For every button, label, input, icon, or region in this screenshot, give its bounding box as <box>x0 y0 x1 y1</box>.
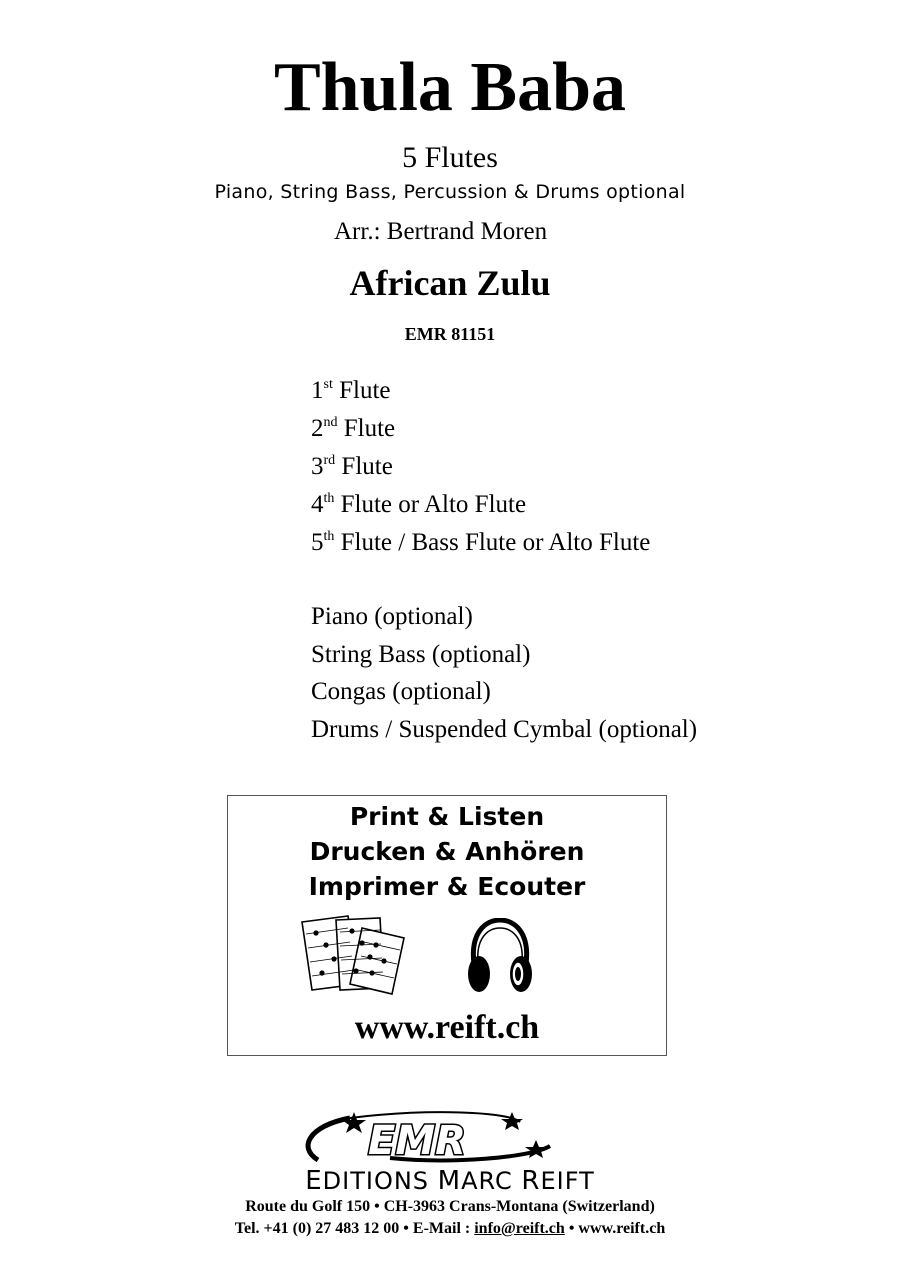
promo-line: Imprimer & Ecouter <box>308 872 586 901</box>
optional-part-item: Piano (optional) <box>311 603 473 630</box>
part-item: 2nd Flute <box>311 415 396 442</box>
publisher-name: EDITIONS MARC REIFT <box>305 1166 595 1196</box>
sheet-music-icon <box>300 914 412 996</box>
publisher-contact <box>0 1218 900 1240</box>
optional-part-item: Congas (optional) <box>311 678 491 705</box>
contact-web: • www.reift.ch <box>564 1220 666 1237</box>
print-listen-box <box>227 795 667 1056</box>
optional-part-item: Drums / Suspended Cymbal (optional) <box>311 715 698 743</box>
optional-part-item: String Bass (optional) <box>311 640 531 668</box>
instrumentation: 5 Flutes <box>402 141 498 174</box>
promo-line: Print & Listen <box>349 802 545 831</box>
logo-text: EMR <box>368 1118 466 1164</box>
subtitle-origin: African Zulu <box>349 263 551 303</box>
part-item: 5th Flute / Bass Flute or Alto Flute <box>311 529 651 556</box>
part-item: 1st Flute <box>311 377 391 404</box>
emr-logo <box>250 1108 650 1166</box>
email-link[interactable]: info@reift.ch <box>474 1220 565 1237</box>
promo-line: Drucken & Anhören <box>309 837 585 866</box>
catalog-number: EMR 81151 <box>404 324 496 344</box>
arranger: Arr.: Bertrand Moren <box>334 218 548 245</box>
part-item: 3rd Flute <box>311 453 393 480</box>
publisher-address: Route du Golf 150 • CH-3963 Crans-Montana (Switzerland) <box>245 1198 655 1215</box>
promo-url: www.reift.ch <box>354 1009 540 1046</box>
page-title: Thula Baba <box>273 49 627 126</box>
headphones-icon <box>466 918 534 996</box>
optional-parts-list <box>311 598 697 748</box>
contact-phone: Tel. +41 (0) 27 483 12 00 • E-Mail : <box>234 1220 475 1237</box>
part-item: 4th Flute or Alto Flute <box>311 491 527 518</box>
optional-instruments: Piano, String Bass, Percussion & Drums optional <box>214 181 686 203</box>
parts-list <box>311 372 650 562</box>
